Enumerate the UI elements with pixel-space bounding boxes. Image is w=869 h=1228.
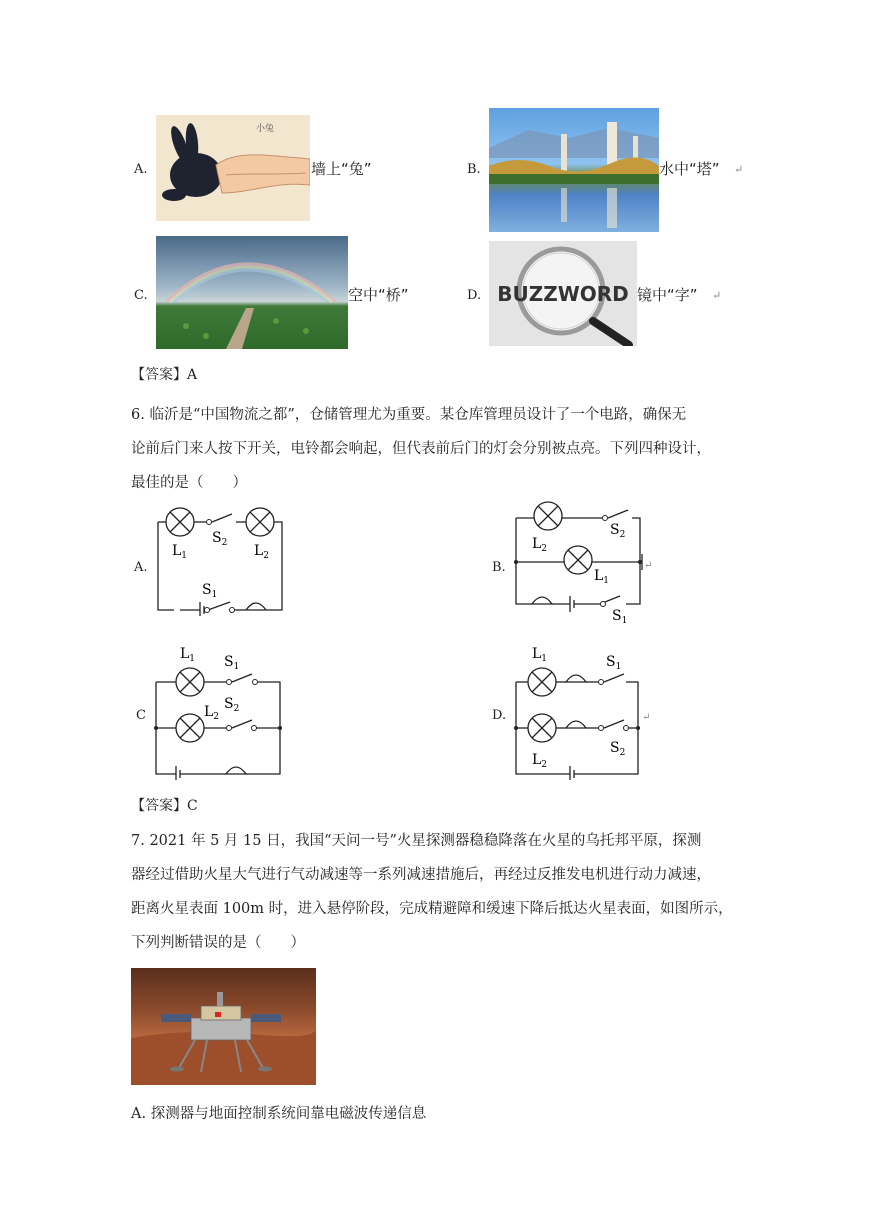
option-letter-b: B. — [467, 162, 481, 177]
svg-text:L1: $L_1$ — [594, 568, 610, 586]
option-d-caption: 镜中“字” — [637, 286, 698, 304]
svg-text:L1: $L_1$ — [532, 646, 548, 664]
q5-answer: 【答案】A — [131, 367, 198, 383]
svg-text:L2: $L_2$ — [532, 752, 548, 770]
option-letter-a: A. — [134, 162, 148, 177]
svg-text:S1: $S_1$ — [606, 654, 622, 672]
svg-text:S1: $S_1$ — [224, 654, 240, 672]
q7-line-3: 距离火星表面 100m 时，进入悬停阶段，完成精避障和缓速下降后抵达火星表面，如图所示， — [131, 901, 733, 917]
circuit-diagram-c — [148, 640, 288, 780]
circuit-b-letter: B. — [492, 560, 506, 575]
return-mark-icon: ↵ — [642, 712, 651, 723]
svg-text:S2: $S_2$ — [212, 530, 228, 548]
buzzword-text: BUZZWORD — [497, 282, 629, 306]
circuit-diagram-a — [150, 500, 290, 616]
svg-text:L2: $L_2$ — [204, 704, 220, 722]
magnifier-image — [489, 241, 637, 346]
shadow-rabbit-image — [156, 115, 310, 221]
option-b-caption: 水中“塔” — [659, 160, 720, 178]
svg-text:L1: $L_1$ — [180, 646, 196, 664]
svg-text:S1: $S_1$ — [202, 582, 218, 600]
q6-answer: 【答案】C — [131, 798, 198, 814]
option-letter-c: C. — [134, 288, 148, 303]
rabbit-image-label: 小兔 — [256, 124, 275, 134]
q6-line-3: 最佳的是（ ） — [131, 475, 247, 491]
svg-text:S2: $S_2$ — [610, 522, 626, 540]
mars-lander-image — [131, 968, 316, 1085]
circuit-diagram-d — [508, 640, 658, 780]
circuit-diagram-b — [508, 496, 658, 626]
return-mark-icon: ↵ — [712, 289, 722, 302]
svg-text:L2: $L_2$ — [254, 543, 270, 561]
q7-line-4: 下列判断错误的是（ ） — [131, 935, 305, 951]
option-letter-d: D. — [467, 288, 482, 303]
return-mark-icon: ↵ — [734, 163, 744, 176]
q7-option-a: A. 探测器与地面控制系统间靠电磁波传递信息 — [131, 1106, 427, 1122]
q7-line-2: 器经过借助火星大气进行气动减速等一系列减速措施后，再经过反推发电机进行动力减速， — [131, 867, 711, 883]
svg-text:S1: $S_1$ — [612, 608, 628, 626]
rainbow-image — [156, 236, 348, 349]
svg-text:S2: $S_2$ — [224, 696, 240, 714]
circuit-a-letter: A. — [134, 560, 148, 575]
q7-stem — [131, 824, 751, 960]
circuit-d-letter: D. — [492, 708, 507, 723]
q6-stem — [131, 398, 751, 500]
pagoda-reflection-image — [489, 108, 659, 232]
svg-text:S2: $S_2$ — [610, 740, 626, 758]
svg-text:L2: $L_2$ — [532, 536, 548, 554]
circuit-c-letter: C — [136, 708, 146, 723]
option-a-caption: 墙上“兔” — [311, 160, 372, 178]
q6-line-2: 论前后门来人按下开关，电铃都会响起，但代表前后门的灯会分别被点亮。下列四种设计， — [131, 441, 711, 457]
option-c-caption: 空中“桥” — [348, 286, 409, 304]
q6-line-1: 6. 临沂是“中国物流之都”，仓储管理尤为重要。某仓库管理员设计了一个电路，确保无 — [131, 407, 687, 423]
q7-line-1: 7. 2021 年 5 月 15 日，我国“天问一号”火星探测器稳稳降落在火星的乌托邦平原，探测 — [131, 833, 702, 849]
svg-text:L1: $L_1$ — [172, 543, 188, 561]
return-mark-icon: ↵ — [644, 560, 653, 571]
